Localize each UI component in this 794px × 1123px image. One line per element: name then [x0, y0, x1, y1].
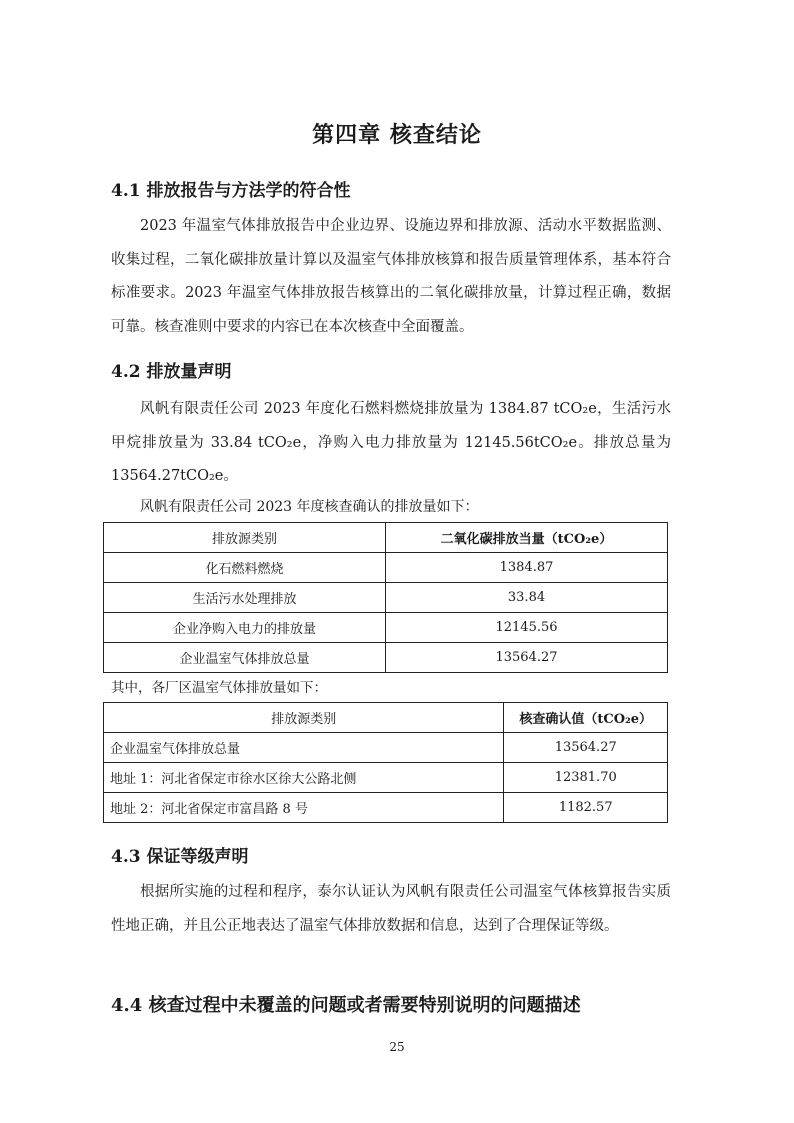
- table-row: [104, 583, 668, 613]
- section-4-1-paragraph: 2023 年温室气体排放报告中企业边界、设施边界和排放源、活动水平数据监测、收集过程，二氧化碳排放量计算以及温室气体排放核算和报告质量管理体系，基本符合标准要求。2023 年温室气体排放报告核算出的二氧化碳排放量，计算过程正确，数据可靠。核查准则中要求的内容已在本次核查中全面覆盖。: [111, 218, 671, 335]
- table-cell: 企业温室气体排放总量: [104, 643, 386, 673]
- table-row: [104, 643, 668, 673]
- site-emissions-table: [103, 702, 668, 823]
- table-row: [104, 763, 668, 793]
- table-cell: 地址 2：河北省保定市富昌路 8 号: [104, 793, 504, 823]
- table-row: [104, 613, 668, 643]
- table-cell: 企业净购入电力的排放量: [104, 613, 386, 643]
- section-heading-4-1: 4.1 排放报告与方法学的符合性: [111, 181, 351, 201]
- section-4-2-paragraph: 风帆有限责任公司 2023 年度化石燃料燃烧排放量为 1384.87 tCO₂e，生活污水甲烷排放量为 33.84 tCO₂e，净购入电力排放量为 12145.56tCO₂e。排放总量为 13564.27tCO₂e。: [111, 401, 671, 484]
- table-header-cell: 排放源类别: [104, 523, 386, 553]
- section-heading-4-3: 4.3 保证等级声明: [111, 847, 249, 867]
- table-cell: 13564.27: [386, 643, 668, 673]
- chapter-title: 第四章 核查结论: [312, 122, 482, 148]
- table-cell: 生活污水处理排放: [104, 583, 386, 613]
- table-cell: 12145.56: [386, 613, 668, 643]
- table-header-cell: 核查确认值（tCO₂e）: [504, 703, 668, 733]
- table-row: [104, 553, 668, 583]
- table-cell: 12381.70: [504, 763, 668, 793]
- table-row: [104, 793, 668, 823]
- table-header-cell: 排放源类别: [104, 703, 504, 733]
- table-cell: 化石燃料燃烧: [104, 553, 386, 583]
- table2-caption: 其中，各厂区温室气体排放量如下：: [111, 680, 327, 696]
- table-header-row: [104, 703, 668, 733]
- table-cell: 1384.87: [386, 553, 668, 583]
- page-number: 25: [389, 1040, 405, 1054]
- table1-caption: 风帆有限责任公司 2023 年度核查确认的排放量如下：: [140, 499, 479, 515]
- table-header-cell: 二氧化碳排放当量（tCO₂e）: [386, 523, 668, 553]
- section-heading-4-4: 4.4 核查过程中未覆盖的问题或者需要特别说明的问题描述: [111, 995, 581, 1016]
- table-cell: 地址 1：河北省保定市徐水区徐大公路北侧: [104, 763, 504, 793]
- table-cell: 1182.57: [504, 793, 668, 823]
- table-cell: 13564.27: [504, 733, 668, 763]
- table-header-row: [104, 523, 668, 553]
- section-4-3-paragraph: 根据所实施的过程和程序，泰尔认证认为风帆有限责任公司温室气体核算报告实质性地正确，并且公正地表达了温室气体排放数据和信息，达到了合理保证等级。: [111, 884, 671, 934]
- section-heading-4-2: 4.2 排放量声明: [111, 362, 232, 382]
- table-row: [104, 733, 668, 763]
- table-cell: 33.84: [386, 583, 668, 613]
- table-cell: 企业温室气体排放总量: [104, 733, 504, 763]
- emissions-table: [103, 522, 668, 673]
